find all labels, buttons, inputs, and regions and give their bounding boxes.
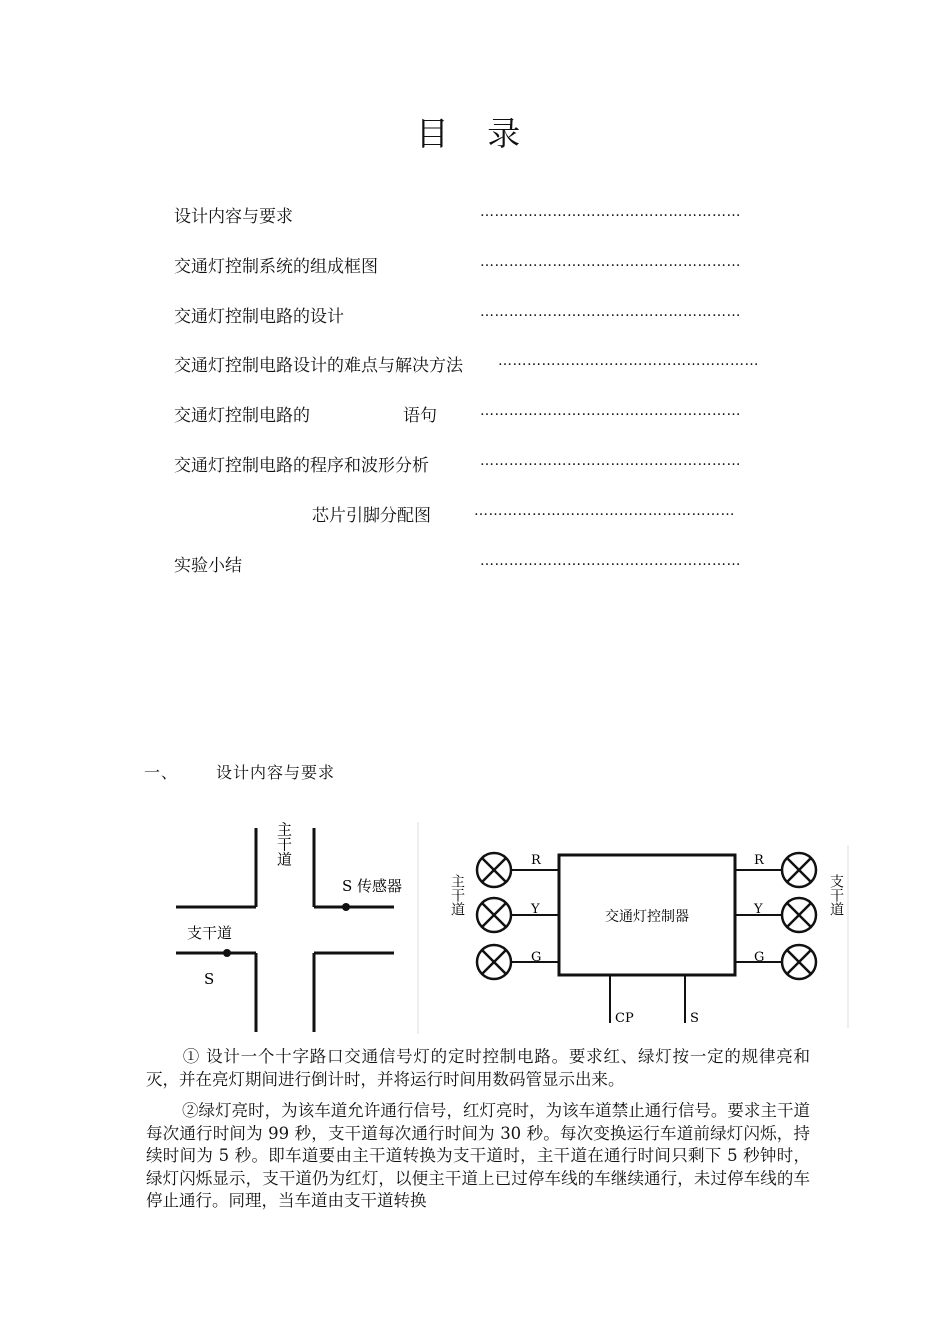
paragraph-2-text: ②绿灯亮时，为该车道允许通行信号，红灯亮时，为该车道禁止通行信号。要求主干道每次通行时间为 99 秒，支干道每次通行时间为 30 秒。每次变换运行车道前绿灯闪烁，持续时间为 5 秒。即车道要由主干道转换为支干道时，主干道在通行时间只剩下 5 秒钟时，绿灯闪烁显示，支干道仍为红灯，以便主干道上已过停车线的车继续通行，未过停车线的车停止通行。同理，当车道由支干道转换 xyxy=(146,1101,810,1210)
controller-diagram xyxy=(445,845,850,1030)
toc-item-3: 交通灯控制电路的设计 xyxy=(174,307,344,327)
cp-label: CP xyxy=(615,1011,634,1026)
right-y-label: Y xyxy=(754,902,763,917)
s-label: S xyxy=(204,970,215,988)
sensor-label: S 传感器 xyxy=(342,877,403,895)
left-y-label: Y xyxy=(531,902,540,917)
toc-dots-6: ……………………………………………… xyxy=(480,453,741,469)
toc-dots-2: ……………………………………………… xyxy=(480,254,741,270)
section-title: 设计内容与要求 xyxy=(216,763,336,782)
right-road-label: 支干道 xyxy=(828,874,844,916)
page-title: 目 录 xyxy=(415,114,535,153)
left-g-label: G xyxy=(531,950,542,965)
toc-dots-5: ……………………………………………… xyxy=(480,403,741,419)
toc-dots-4: ……………………………………………… xyxy=(498,353,759,369)
section-number: 一、 xyxy=(144,763,179,782)
toc-item-6: 交通灯控制电路的程序和波形分析 xyxy=(174,456,429,476)
paragraph-1 xyxy=(146,1046,810,1091)
toc-dots-8: ……………………………………………… xyxy=(480,553,741,569)
right-g-label: G xyxy=(754,950,765,965)
toc-item-1: 设计内容与要求 xyxy=(174,207,293,227)
sensor-dot-branch xyxy=(223,949,231,957)
left-r-label: R xyxy=(531,853,541,868)
toc-item-5a: 交通灯控制电路的 xyxy=(174,406,310,426)
toc-dots-3: ……………………………………………… xyxy=(480,304,741,320)
toc-dots-7: ……………………………………………… xyxy=(474,503,735,519)
main-road-label: 主干道 xyxy=(275,821,293,867)
sensor-dot-main xyxy=(342,903,350,911)
intersection-diagram xyxy=(170,822,420,1037)
branch-road-label: 支干道 xyxy=(187,924,233,942)
toc-item-8: 实验小结 xyxy=(174,556,242,576)
left-road-label: 主干道 xyxy=(449,874,465,916)
toc-item-5b: 语句 xyxy=(403,406,437,426)
paragraph-1-text: ① 设计一个十字路口交通信号灯的定时控制电路。要求红、绿灯按一定的规律亮和灭，并在亮灯期间进行倒计时，并将运行时间用数码管显示出来。 xyxy=(146,1047,810,1089)
toc-item-7: 芯片引脚分配图 xyxy=(312,506,431,526)
toc-item-4: 交通灯控制电路设计的难点与解决方法 xyxy=(174,356,463,376)
section-heading xyxy=(144,760,335,783)
toc-item-2: 交通灯控制系统的组成框图 xyxy=(174,257,378,277)
controller-label: 交通灯控制器 xyxy=(605,909,689,925)
right-r-label: R xyxy=(754,853,764,868)
toc-dots-1: ……………………………………………… xyxy=(480,204,741,220)
controller-s-label: S xyxy=(690,1011,699,1026)
paragraph-2 xyxy=(146,1100,810,1213)
